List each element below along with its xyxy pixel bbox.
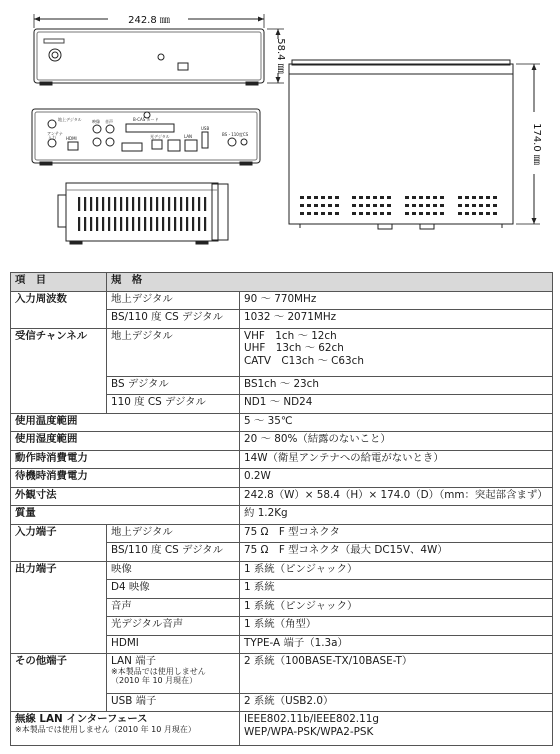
spec-value-line: 75 Ω F 型コネクタ xyxy=(244,525,340,538)
header-spec: 規 格 xyxy=(107,273,553,292)
spec-table xyxy=(10,272,553,746)
width-dimension-label: 242.8 ㎜ xyxy=(128,15,170,26)
row-item-label xyxy=(11,291,107,328)
row-item-label xyxy=(11,506,240,525)
vent-slot xyxy=(486,196,490,199)
rear-label-bs-cs: BS・110度CS xyxy=(222,132,249,137)
vent-slot xyxy=(366,196,370,199)
technical-drawings xyxy=(0,0,560,262)
table-row xyxy=(11,712,553,746)
vent-slot xyxy=(493,196,497,199)
vent-slot xyxy=(78,217,80,231)
row-subitem-text: 110 度 CS デジタル xyxy=(111,396,206,409)
spec-value-line: 1 系統（ピンジャック） xyxy=(244,599,358,612)
spec-value-line: 1 系統 xyxy=(244,581,275,594)
rear-label-video: 映像 xyxy=(92,119,100,124)
row-item-note: ※本製品では使用しません（2010 年 10 月現在） xyxy=(15,724,196,734)
row-subitem-label xyxy=(107,580,240,599)
right-vents xyxy=(300,196,497,215)
row-subitem-label xyxy=(107,543,240,562)
vent-slot xyxy=(419,196,423,199)
vent-slot xyxy=(387,204,391,207)
vent-slot xyxy=(314,204,318,207)
row-item-text: 待機時消費電力 xyxy=(15,470,88,483)
row-spec-value xyxy=(240,432,553,451)
row-subitem-text: BS/110 度 CS デジタル xyxy=(111,311,223,323)
table-row xyxy=(11,487,553,506)
vent-slot xyxy=(96,197,98,211)
vent-slot xyxy=(352,212,356,215)
row-spec-value xyxy=(240,580,553,599)
vent-slot xyxy=(321,204,325,207)
height-dimension-label: 58.4 ㎜ xyxy=(275,38,286,74)
vent-slot xyxy=(380,196,384,199)
vent-slot xyxy=(335,196,339,199)
vent-slot xyxy=(419,204,423,207)
vent-slot xyxy=(465,212,469,215)
vent-slot xyxy=(114,217,116,231)
vent-slot xyxy=(433,196,437,199)
vent-slot xyxy=(180,197,182,211)
vent-slot xyxy=(144,197,146,211)
row-spec-value xyxy=(240,328,553,376)
vent-slot xyxy=(373,196,377,199)
vent-slot xyxy=(96,217,98,231)
vent-slot xyxy=(359,204,363,207)
row-item-text: 使用温度範囲 xyxy=(15,414,78,427)
header-item: 項 目 xyxy=(11,273,107,292)
spec-value-line: 1 系統（角型） xyxy=(244,618,317,631)
vent-slot xyxy=(198,197,200,211)
rear-label-terrestrial: 地上デジタル xyxy=(58,117,82,122)
vent-slot xyxy=(405,196,409,199)
vent-slot xyxy=(300,212,304,215)
vent-slot xyxy=(433,204,437,207)
vent-slot xyxy=(204,197,206,211)
row-subitem-text: BS デジタル xyxy=(111,377,169,390)
row-spec-value xyxy=(240,543,553,562)
vent-slot xyxy=(108,217,110,231)
vent-slot xyxy=(162,197,164,211)
vent-slot xyxy=(156,217,158,231)
vent-slot xyxy=(479,196,483,199)
vent-slot xyxy=(359,212,363,215)
vent-slot xyxy=(156,197,158,211)
row-item-label xyxy=(11,469,240,488)
vent-slot xyxy=(120,197,122,211)
vent-slot xyxy=(90,197,92,211)
table-header-row xyxy=(11,273,553,292)
vent-slot xyxy=(405,204,409,207)
rear-label-lan: LAN xyxy=(184,134,193,139)
side-vents xyxy=(78,197,206,231)
vent-slot xyxy=(486,212,490,215)
vent-slot xyxy=(307,212,311,215)
vent-slot xyxy=(419,212,423,215)
spec-value-line: 約 1.2Kg xyxy=(244,507,288,520)
spec-value-line: 2 系統（100BASE-TX/10BASE-T） xyxy=(244,655,413,668)
vent-slot xyxy=(373,212,377,215)
front-view xyxy=(34,29,264,85)
row-spec-value xyxy=(240,506,553,525)
vent-slot xyxy=(321,196,325,199)
row-spec-value xyxy=(240,598,553,617)
vent-slot xyxy=(168,217,170,231)
spec-value-line: VHF 1ch ～ 12ch xyxy=(244,329,337,342)
vent-slot xyxy=(150,217,152,231)
vent-slot xyxy=(352,204,356,207)
rear-label-hdmi: HDMI xyxy=(66,136,77,141)
row-item-text: 動作時消費電力 xyxy=(15,451,88,464)
row-item-label xyxy=(11,450,240,469)
rear-label-in: 入力 xyxy=(48,135,56,140)
vent-slot xyxy=(126,197,128,211)
row-spec-value xyxy=(240,450,553,469)
row-subitem-text: LAN 端子 xyxy=(111,655,156,668)
vent-slot xyxy=(198,217,200,231)
table-row xyxy=(11,413,553,432)
vent-slot xyxy=(458,212,462,215)
row-subitem-text: USB 端子 xyxy=(111,694,157,707)
row-subitem-label xyxy=(107,654,240,693)
vent-slot xyxy=(426,204,430,207)
vent-slot xyxy=(114,197,116,211)
row-item-label xyxy=(11,487,240,506)
vent-slot xyxy=(387,196,391,199)
row-subitem-label xyxy=(107,310,240,329)
vent-slot xyxy=(479,204,483,207)
spec-value-line: 1032 ～ 2071MHz xyxy=(244,311,337,323)
row-spec-value xyxy=(240,395,553,414)
row-item-text: その他端子 xyxy=(15,655,67,668)
row-item-text: 出力端子 xyxy=(15,562,57,575)
vent-slot xyxy=(387,212,391,215)
spec-value-line: 242.8（W）× 58.4（H）× 174.0（D）（mm：突起部含まず） xyxy=(244,488,548,501)
rear-label-usb: USB xyxy=(201,126,210,131)
vent-slot xyxy=(186,197,188,211)
spec-value-line: 5 ～ 35℃ xyxy=(244,414,293,427)
vent-slot xyxy=(108,197,110,211)
vent-slot xyxy=(465,196,469,199)
vent-slot xyxy=(359,196,363,199)
spec-value-line: UHF 13ch ～ 62ch xyxy=(244,342,344,355)
vent-slot xyxy=(78,197,80,211)
vent-slot xyxy=(90,217,92,231)
row-item-label xyxy=(11,712,240,746)
row-spec-value xyxy=(240,413,553,432)
vent-slot xyxy=(204,217,206,231)
vent-slot xyxy=(366,212,370,215)
row-spec-value xyxy=(240,561,553,580)
vent-slot xyxy=(465,204,469,207)
spec-value-line: 1 系統（ピンジャック） xyxy=(244,562,358,575)
vent-slot xyxy=(84,217,86,231)
vent-slot xyxy=(168,197,170,211)
vent-slot xyxy=(366,204,370,207)
row-item-label xyxy=(11,328,107,413)
vent-slot xyxy=(486,204,490,207)
vent-slot xyxy=(412,212,416,215)
vent-slot xyxy=(472,204,476,207)
spec-value-line: 75 Ω F 型コネクタ（最大 DC15V、4W） xyxy=(244,544,448,557)
top-side-view xyxy=(289,60,513,229)
table-row xyxy=(11,450,553,469)
row-subitem-text: 地上デジタル xyxy=(111,329,173,342)
vent-slot xyxy=(132,197,134,211)
row-item-label xyxy=(11,561,107,654)
table-row xyxy=(11,469,553,488)
vent-slot xyxy=(186,217,188,231)
vent-slot xyxy=(479,212,483,215)
row-item-label xyxy=(11,654,107,712)
table-row xyxy=(11,524,553,543)
row-subitem-text: 地上デジタル xyxy=(111,292,173,305)
vent-slot xyxy=(174,197,176,211)
vent-slot xyxy=(307,196,311,199)
vent-slot xyxy=(180,217,182,231)
vent-slot xyxy=(150,197,152,211)
vent-slot xyxy=(300,196,304,199)
rear-label-optical: 光デジタル xyxy=(150,134,170,139)
vent-slot xyxy=(352,196,356,199)
row-subitem-label xyxy=(107,291,240,310)
spec-value-line: 20 ～ 80%（結露のないこと） xyxy=(244,433,391,446)
vent-slot xyxy=(440,196,444,199)
spec-value-line: BS1ch ～ 23ch xyxy=(244,377,319,390)
rear-label-antenna: アンテナ xyxy=(47,131,63,136)
row-item-text: 無線 LAN インターフェース xyxy=(15,713,148,726)
row-spec-value xyxy=(240,376,553,395)
vent-slot xyxy=(412,204,416,207)
spec-value-line: 2 系統（USB2.0） xyxy=(244,694,334,707)
vent-slot xyxy=(380,204,384,207)
row-spec-value xyxy=(240,617,553,636)
spec-value-line: WEP/WPA-PSK/WPA2-PSK xyxy=(244,725,374,738)
row-subitem-label xyxy=(107,693,240,712)
row-item-label xyxy=(11,432,240,451)
row-subitem-note: （2010 年 10 月現在） xyxy=(111,675,198,685)
rear-label-bcas: B-CAS カード xyxy=(133,117,159,122)
vent-slot xyxy=(162,217,164,231)
row-subitem-label xyxy=(107,524,240,543)
vent-slot xyxy=(321,212,325,215)
spec-value-line: TYPE-A 端子（1.3a） xyxy=(244,636,348,649)
vent-slot xyxy=(380,212,384,215)
vent-slot xyxy=(138,217,140,231)
vent-slot xyxy=(405,212,409,215)
vent-slot xyxy=(84,197,86,211)
row-item-label xyxy=(11,524,107,561)
row-spec-value xyxy=(240,524,553,543)
depth-dimension-label: 174.0 ㎜ xyxy=(531,123,542,165)
vent-slot xyxy=(493,204,497,207)
vent-slot xyxy=(102,197,104,211)
row-subitem-text: 地上デジタル xyxy=(111,525,173,538)
row-item-text: 入力端子 xyxy=(15,525,57,538)
row-spec-value xyxy=(240,635,553,654)
vent-slot xyxy=(174,217,176,231)
spec-value-line: 90 ～ 770MHz xyxy=(244,292,317,305)
vent-slot xyxy=(307,204,311,207)
spec-table-body xyxy=(11,273,553,746)
row-subitem-text: BS/110 度 CS デジタル xyxy=(111,544,223,557)
spec-value-line: IEEE802.11b/IEEE802.11g xyxy=(244,713,379,726)
vent-slot xyxy=(493,212,497,215)
spec-value-line: ND1 ～ ND24 xyxy=(244,396,313,409)
row-subitem-label xyxy=(107,328,240,376)
row-subitem-label xyxy=(107,598,240,617)
spec-value-line: CATV C13ch ～ C63ch xyxy=(244,354,364,367)
vent-slot xyxy=(335,212,339,215)
row-spec-value xyxy=(240,487,553,506)
vent-slot xyxy=(426,212,430,215)
vent-slot xyxy=(472,212,476,215)
row-item-text: 外観寸法 xyxy=(15,488,57,501)
row-spec-value xyxy=(240,654,553,693)
vent-slot xyxy=(440,204,444,207)
rear-label-audio: 音声 xyxy=(105,119,113,124)
table-row xyxy=(11,561,553,580)
row-item-text: 質量 xyxy=(15,507,36,520)
vent-slot xyxy=(412,196,416,199)
vent-slot xyxy=(138,197,140,211)
row-item-text: 入力周波数 xyxy=(15,292,67,305)
table-row xyxy=(11,328,553,376)
row-spec-value xyxy=(240,310,553,329)
row-subitem-label xyxy=(107,617,240,636)
table-row xyxy=(11,506,553,525)
row-subitem-note: ※本製品では使用しません xyxy=(111,667,206,677)
row-spec-value xyxy=(240,291,553,310)
vent-slot xyxy=(300,204,304,207)
vent-slot xyxy=(328,212,332,215)
row-subitem-label xyxy=(107,635,240,654)
vent-slot xyxy=(328,204,332,207)
table-row xyxy=(11,291,553,310)
row-subitem-label xyxy=(107,561,240,580)
row-item-label xyxy=(11,413,240,432)
vent-slot xyxy=(458,204,462,207)
row-spec-value xyxy=(240,469,553,488)
spec-value-line: 14W（衛星アンテナへの給電がないとき） xyxy=(244,451,444,464)
row-subitem-text: D4 映像 xyxy=(111,581,150,594)
vent-slot xyxy=(373,204,377,207)
row-item-text: 受信チャンネル xyxy=(15,329,88,342)
vent-slot xyxy=(192,217,194,231)
side-view xyxy=(58,183,228,244)
spec-value-line: 0.2W xyxy=(244,470,271,483)
vent-slot xyxy=(314,212,318,215)
vent-slot xyxy=(458,196,462,199)
row-spec-value xyxy=(240,712,553,746)
vent-slot xyxy=(433,212,437,215)
vent-slot xyxy=(440,212,444,215)
vent-slot xyxy=(192,197,194,211)
vent-slot xyxy=(335,204,339,207)
vent-slot xyxy=(126,217,128,231)
vent-slot xyxy=(472,196,476,199)
row-spec-value xyxy=(240,693,553,712)
vent-slot xyxy=(328,196,332,199)
table-row xyxy=(11,654,553,693)
row-subitem-label xyxy=(107,395,240,414)
vent-slot xyxy=(132,217,134,231)
row-subitem-text: HDMI xyxy=(111,636,139,649)
table-row xyxy=(11,432,553,451)
vent-slot xyxy=(426,196,430,199)
row-subitem-text: 映像 xyxy=(111,562,132,575)
row-item-text: 使用湿度範囲 xyxy=(15,433,78,446)
vent-slot xyxy=(314,196,318,199)
row-subitem-text: 音声 xyxy=(111,599,132,612)
vent-slot xyxy=(102,217,104,231)
vent-slot xyxy=(144,217,146,231)
row-subitem-label xyxy=(107,376,240,395)
row-subitem-text: 光デジタル音声 xyxy=(111,618,184,631)
vent-slot xyxy=(120,217,122,231)
